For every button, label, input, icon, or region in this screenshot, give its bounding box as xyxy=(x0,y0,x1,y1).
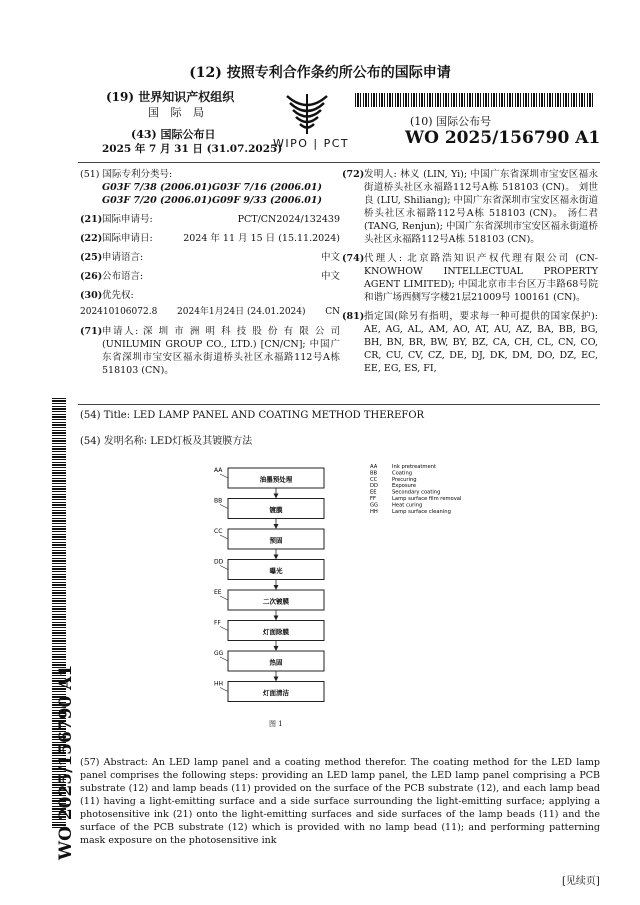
applicant-text: 申请人: 深 圳 市 洲 明 科 技 股 份 有 限 公 司 (UNILUMIN GROUP CO., LTD.) [CN/CN]; 中国广东省深圳市宝安区福永街道桥头社区永福路112号A栋 518103 (CN)。 xyxy=(102,326,340,376)
flow-step-text: 二次镀膜 xyxy=(263,597,289,606)
organization-name: (19) 世界知识产权组织 xyxy=(106,90,235,104)
flow-step-text: 预固 xyxy=(269,536,283,545)
legend-code: DD xyxy=(370,483,378,490)
legend-text: Secondary coating xyxy=(392,489,441,496)
barcode-icon xyxy=(355,93,595,107)
application-date: 2024 年 11 月 15 日 (15.11.2024) xyxy=(183,233,340,244)
flow-step-code: EE xyxy=(214,589,222,596)
legend-code: CC xyxy=(370,476,378,483)
field-label: 国际申请号: xyxy=(102,214,153,225)
flow-arrowhead xyxy=(274,646,279,651)
legend-text: Lamp surface cleaning xyxy=(392,508,451,515)
flow-step-text: 镀膜 xyxy=(269,506,283,514)
agent-text: 代理人: 北京路浩知识产权代理有限公司 (CN-KNOWHOW INTELLECTUAL PROPERTY AGENT LIMITED); 中国北京市丰台区万丰路68号院和谐广场西侧写字楼21层21009号 100161 (CN)。 xyxy=(364,253,598,303)
bibliographic-right xyxy=(342,168,598,379)
legend-code: AA xyxy=(370,464,378,470)
side-publication-number: WO 2025/156790 A1 xyxy=(56,664,76,860)
leader-line xyxy=(220,657,228,661)
flow-arrowhead xyxy=(274,524,279,529)
priority-row xyxy=(80,306,340,319)
title-chinese: (54) 发明名称: LED灯板及其镀膜方法 xyxy=(80,436,253,447)
field-number: (25) xyxy=(80,252,103,263)
field-appdate xyxy=(80,232,340,245)
continued-marker: [见续页] xyxy=(562,876,600,887)
field-states xyxy=(342,310,598,375)
field-number: (71) xyxy=(80,326,103,337)
field-appno xyxy=(80,213,340,226)
ipc-codes xyxy=(80,181,340,207)
legend-code: EE xyxy=(370,489,377,496)
wipo-pct-wordmark: WIPO | PCT xyxy=(273,137,350,150)
legend-text: Exposure xyxy=(392,483,417,490)
flowchart-figure xyxy=(80,460,600,720)
field-number: (21) xyxy=(80,214,103,225)
inventor-text: 发明人: 林义 (LIN, Yi); 中国广东省深圳市宝安区福永街道桥头社区永福路112号A栋 518103 (CN)。 刘世良 (LIU, Shiliang); 中国广东省深圳市宝安区福永街道桥头社区永福路112号A栋 518103 (CN)。 汤仁君 (TANG, Renjun); 中国广东省深圳市宝安区福永街道桥头社区永福路112号A栋 518103 (CN)。 xyxy=(364,169,598,245)
field-number: (26) xyxy=(80,271,103,282)
leader-line xyxy=(220,596,228,600)
title-english: (54) Title: LED LAMP PANEL AND COATING METHOD THEREFOR xyxy=(80,410,425,421)
application-number: PCT/CN2024/132439 xyxy=(237,214,340,225)
field-number: (81) xyxy=(342,311,365,322)
ipc-code: G03F 7/16 (2006.01) xyxy=(212,182,322,193)
divider xyxy=(78,404,600,405)
leader-line xyxy=(220,627,228,631)
pubno-label: (10) 国际公布号 xyxy=(410,115,492,128)
designated-states: 指定国(除另有指明，要求每一种可提供的国家保护): AE, AG, AL, AM, AO, AT, AU, AZ, BA, BB, BG, BH, BN, BR, BW, BY, BZ, CA, CH, CL, CN, CO, CR, CU, CV, CZ, DE, DJ, DK, DM, DO, DZ, EC, EE, EG, ES, FI, xyxy=(364,311,598,374)
flow-step-text: 灯面除膜 xyxy=(263,628,289,636)
flow-step-code: AA xyxy=(214,467,223,474)
field-label: 公布语言: xyxy=(102,271,144,282)
legend-code: FF xyxy=(370,496,376,502)
legend-text: Precuring xyxy=(392,476,417,483)
leader-line xyxy=(220,535,228,539)
legend-text: Coating xyxy=(392,470,413,477)
ipc-code: G03F 7/20 (2006.01) xyxy=(102,195,212,206)
publication-number: WO 2025/156790 A1 xyxy=(405,128,601,148)
field-agent xyxy=(342,252,598,304)
wipo-logo-icon xyxy=(282,92,332,140)
field-number: (30) xyxy=(80,290,103,301)
field-applicant xyxy=(80,325,340,377)
flow-step-code: BB xyxy=(214,497,223,505)
ipc-code: G09F 9/33 (2006.01) xyxy=(212,195,322,206)
priority-country: CN xyxy=(325,307,340,317)
flow-step-code: DD xyxy=(214,558,224,566)
field-label: 优先权: xyxy=(102,290,134,301)
bureau-name: 国 际 局 xyxy=(148,106,208,119)
legend-code: GG xyxy=(370,502,379,509)
flow-step-text: 热固 xyxy=(269,658,283,667)
leader-line xyxy=(220,474,228,478)
flow-step-code: FF xyxy=(214,619,221,627)
pubdate-label: (43) 国际公布日 xyxy=(131,128,216,141)
leader-line xyxy=(220,688,228,692)
field-number: (22) xyxy=(80,233,103,244)
leader-line xyxy=(220,566,228,570)
legend-text: Heat curing xyxy=(392,502,423,509)
filing-language: 中文 xyxy=(320,252,340,263)
priority-date: 2024年1月24日 (24.01.2024) xyxy=(177,307,306,317)
field-number: (74) xyxy=(342,253,365,264)
publication-language: 中文 xyxy=(320,271,340,282)
legend-code: HH xyxy=(370,508,378,515)
flow-step-code: CC xyxy=(214,528,223,535)
legend-text: Lamp surface film removal xyxy=(392,496,462,502)
field-label: 国际申请日: xyxy=(102,233,153,244)
ipc-code: G03F 7/38 (2006.01) xyxy=(102,182,212,193)
flow-step-code: HH xyxy=(214,680,224,688)
abstract-text: (57) Abstract: An LED lamp panel and a coating method therefor. The coating method for the LED lamp panel comprises the following steps: providing an LED lamp panel, the LED lamp panel comprising a PCB substrate (12) and lamp beads (11) provided on the surface of the PCB substrate (12), and each lamp bead (11) having a light-emitting surface and a side surface surrounding the light-emitting surface; applying a photosensitive ink (21) onto the light-emitting surfaces and side surfaces of the lamp beads (11) and the surface of the PCB substrate (12) which is provided with no lamp bead (11); and performing patterning mask exposure on the photosensitive ink xyxy=(80,757,600,846)
flow-arrowhead xyxy=(274,494,279,499)
bibliographic-left xyxy=(80,168,340,381)
flow-arrowhead xyxy=(274,616,279,621)
priority-number: 202410106072.8 xyxy=(80,307,158,317)
flow-step-text: 曝光 xyxy=(269,567,283,575)
flow-arrowhead xyxy=(274,585,279,590)
field-label: 申请语言: xyxy=(102,252,144,263)
divider xyxy=(78,162,600,163)
document-title: (12) 按照专利合作条约所公布的国际申请 xyxy=(189,65,451,81)
field-publang xyxy=(80,270,340,283)
flow-step-text: 灯面清洁 xyxy=(263,689,289,697)
flow-step-text: 油墨预处理 xyxy=(259,475,293,484)
field-number: (72) xyxy=(342,169,365,180)
ipc-label: (51) 国际专利分类号: xyxy=(80,169,173,180)
pubdate-value: 2025 年 7 月 31 日 (31.07.2025) xyxy=(102,143,283,155)
field-inventor xyxy=(342,168,598,246)
flow-step-code: GG xyxy=(214,650,224,657)
leader-line xyxy=(220,505,228,509)
flow-arrowhead xyxy=(274,555,279,560)
field-priority xyxy=(80,289,340,302)
legend-code: BB xyxy=(370,470,378,477)
figure-caption: 图 1 xyxy=(269,720,283,728)
legend-text: Ink pretreatment xyxy=(392,464,436,470)
flow-arrowhead xyxy=(274,677,279,682)
field-lang xyxy=(80,251,340,264)
